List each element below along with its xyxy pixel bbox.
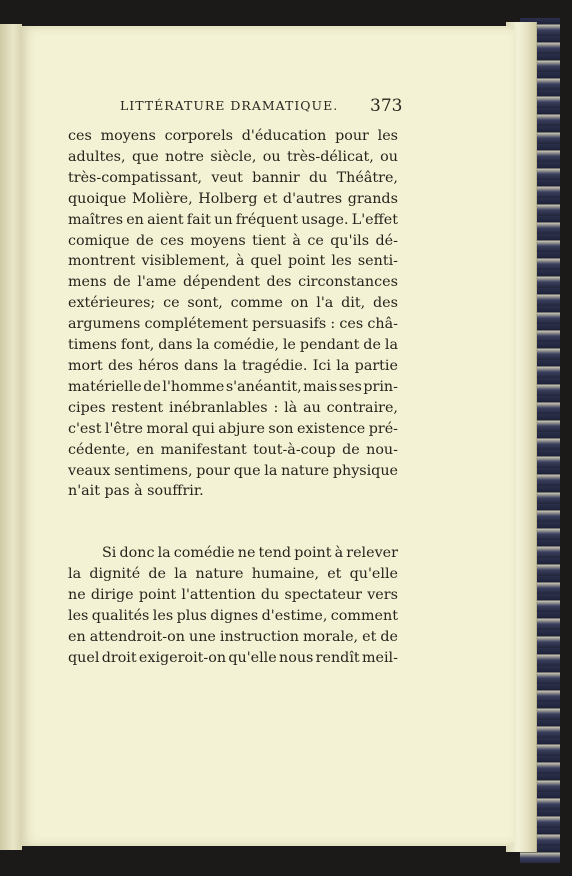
text-line: quel droit exigeroit-on qu'elle nous rendît meil- — [68, 649, 398, 666]
text-line: argumens complétement persuasifs : ces châ- — [68, 316, 398, 333]
text-line: quoique Molière, Holberg et d'autres grands — [68, 190, 398, 207]
running-title: LITTÉRATURE DRAMATIQUE. — [120, 98, 339, 113]
text-line: très-compatissant, veut bannir du Théâtre, — [68, 169, 398, 186]
text-line: ces moyens corporels d'éducation pour les — [68, 128, 398, 144]
text-line: matérielle de l'homme s'anéantit, mais ses prin- — [68, 378, 398, 395]
text-line: montrent visiblement, à quel point les senti- — [68, 253, 398, 270]
text-line: mort des héros dans la tragédie. Ici la partie — [68, 357, 398, 374]
text-line: veaux sentimens, pour que la nature physique — [68, 462, 398, 479]
text-line: c'est l'être moral qui abjure son existence pré- — [68, 420, 398, 437]
text-line: mens de l'ame dépendent des circonstances — [68, 274, 398, 291]
text-line: cipes restent inébranlables : là au contraire, — [68, 399, 398, 416]
page-number: 373 — [370, 96, 403, 116]
text-line: la dignité de la nature humaine, et qu'elle — [68, 566, 398, 583]
text-line: les qualités les plus dignes d'estime, comment — [68, 608, 398, 625]
text-line: adultes, que notre siècle, ou très-délicat, ou — [68, 148, 398, 165]
text-line: extérieures; ce sont, comme on l'a dit, des — [68, 295, 398, 312]
paragraph-2 — [68, 543, 398, 668]
facing-page-edge — [0, 24, 22, 850]
page-header — [120, 96, 420, 118]
body-text — [68, 126, 398, 669]
text-line: maîtres en aient fait un fréquent usage. L'effet — [68, 211, 398, 228]
text-line: ne dirige point l'attention du spectateur vers — [68, 587, 398, 604]
paragraph-1 — [68, 126, 398, 502]
text-line: comique de ces moyens tient à ce qu'ils dé- — [68, 232, 398, 249]
text-line: n'ait pas à souffrir. — [68, 483, 204, 500]
text-line: Si donc la comédie ne tend point à relever — [102, 545, 398, 562]
text-line: timens font, dans la comédie, le pendant de la — [68, 337, 398, 354]
text-line: cédente, en manifestant tout-à-coup de nou- — [68, 441, 398, 458]
text-line: en attendroit-on une instruction morale, et de — [68, 628, 398, 645]
